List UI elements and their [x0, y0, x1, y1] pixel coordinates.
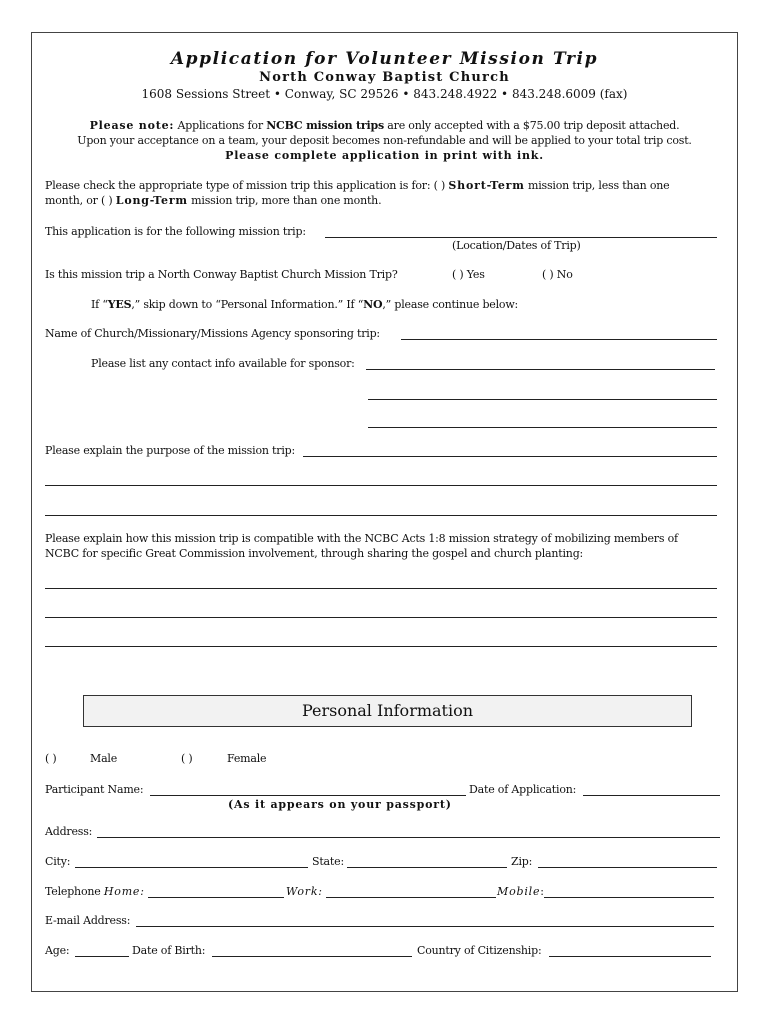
note-label: Please note: [89, 119, 175, 132]
long-term-option[interactable]: Long-Term [115, 194, 188, 207]
personal-info-heading: Personal Information [83, 695, 692, 727]
participant-name-field[interactable] [150, 795, 466, 796]
trip-caption: (Location/Dates of Trip) [452, 239, 581, 252]
short-term-option[interactable]: Short-Term [448, 179, 525, 192]
compat-question-line2: NCBC for specific Great Commission involvement, through sharing the gospel and church planting: [45, 547, 584, 560]
zip-label: Zip: [511, 855, 533, 868]
no-checkbox[interactable]: ( ) No [542, 268, 573, 281]
age-label: Age: [45, 944, 70, 957]
sponsor-contact-field-3[interactable] [368, 427, 717, 428]
home-phone-field[interactable] [148, 897, 284, 898]
trip-label: This application is for the following mission trip: [45, 225, 306, 238]
zip-field[interactable] [538, 867, 717, 868]
state-label: State: [312, 855, 344, 868]
telephone-label: Telephone Home: [45, 885, 145, 898]
age-field[interactable] [75, 956, 129, 957]
compat-field-2[interactable] [45, 617, 717, 618]
participant-name-label: Participant Name: [45, 783, 144, 796]
address-field[interactable] [97, 837, 720, 838]
trip-field[interactable] [325, 237, 717, 238]
mobile-label: Mobile: [497, 885, 544, 898]
dob-field[interactable] [212, 956, 412, 957]
date-of-application-label: Date of Application: [469, 783, 577, 796]
passport-note: (As it appears on your passport) [228, 798, 452, 811]
female-label: Female [227, 752, 267, 765]
home-label: Home: [103, 885, 145, 898]
address-label: Address: [45, 825, 93, 838]
male-checkbox[interactable]: ( ) [45, 752, 57, 765]
compat-question: Please explain how this mission trip is compatible with the NCBC Acts 1:8 mission strategy of mobilizing members of [45, 532, 678, 545]
date-of-application-field[interactable] [583, 795, 720, 796]
deposit-note-line2: Upon your acceptance on a team, your deposit becomes non-refundable and will be applied to your total trip cost. [77, 134, 692, 147]
compat-field-3[interactable] [45, 646, 717, 647]
purpose-field-1[interactable] [303, 456, 717, 457]
sponsor-contact-field-2[interactable] [368, 399, 717, 400]
email-field[interactable] [136, 926, 714, 927]
deposit-note: Please note: Applications for NCBC mission trips are only accepted with a $75.00 trip deposit attached. [89, 119, 680, 132]
church-name: North Conway Baptist Church [259, 70, 510, 85]
state-field[interactable] [347, 867, 507, 868]
ncbc-trip-question: Is this mission trip a North Conway Baptist Church Mission Trip? [45, 268, 398, 281]
city-field[interactable] [75, 867, 308, 868]
purpose-field-3[interactable] [45, 515, 717, 516]
citizenship-label: Country of Citizenship: [417, 944, 542, 957]
city-label: City: [45, 855, 71, 868]
purpose-label: Please explain the purpose of the mission trip: [45, 444, 295, 457]
sponsor-label: Name of Church/Missionary/Missions Agency sponsoring trip: [45, 327, 380, 340]
sponsor-contact-field-1[interactable] [366, 369, 715, 370]
citizenship-field[interactable] [549, 956, 711, 957]
purpose-field-2[interactable] [45, 485, 717, 486]
yes-checkbox[interactable]: ( ) Yes [452, 268, 485, 281]
work-phone-field[interactable] [326, 897, 496, 898]
male-label: Male [90, 752, 118, 765]
mobile-phone-field[interactable] [544, 897, 714, 898]
sponsor-contact-label: Please list any contact info available for sponsor: [91, 357, 355, 370]
trip-type-question: Please check the appropriate type of mission trip this application is for: ( ) Short-Term mission trip, less than one [45, 179, 670, 192]
compat-field-1[interactable] [45, 588, 717, 589]
ink-instruction: Please complete application in print with ink. [225, 149, 544, 162]
application-form [31, 32, 738, 992]
email-label: E-mail Address: [45, 914, 131, 927]
trip-type-question-line2: month, or ( ) Long-Term mission trip, more than one month. [45, 194, 382, 207]
skip-instruction: If “YES,” skip down to “Personal Information.” If “NO,” please continue below: [91, 298, 519, 311]
sponsor-field[interactable] [401, 339, 717, 340]
work-label: Work: [286, 885, 323, 898]
dob-label: Date of Birth: [132, 944, 206, 957]
church-address: 1608 Sessions Street • Conway, SC 29526 • 843.248.4922 • 843.248.6009 (fax) [141, 87, 628, 101]
female-checkbox[interactable]: ( ) [181, 752, 193, 765]
form-title: Application for Volunteer Mission Trip [170, 49, 599, 69]
